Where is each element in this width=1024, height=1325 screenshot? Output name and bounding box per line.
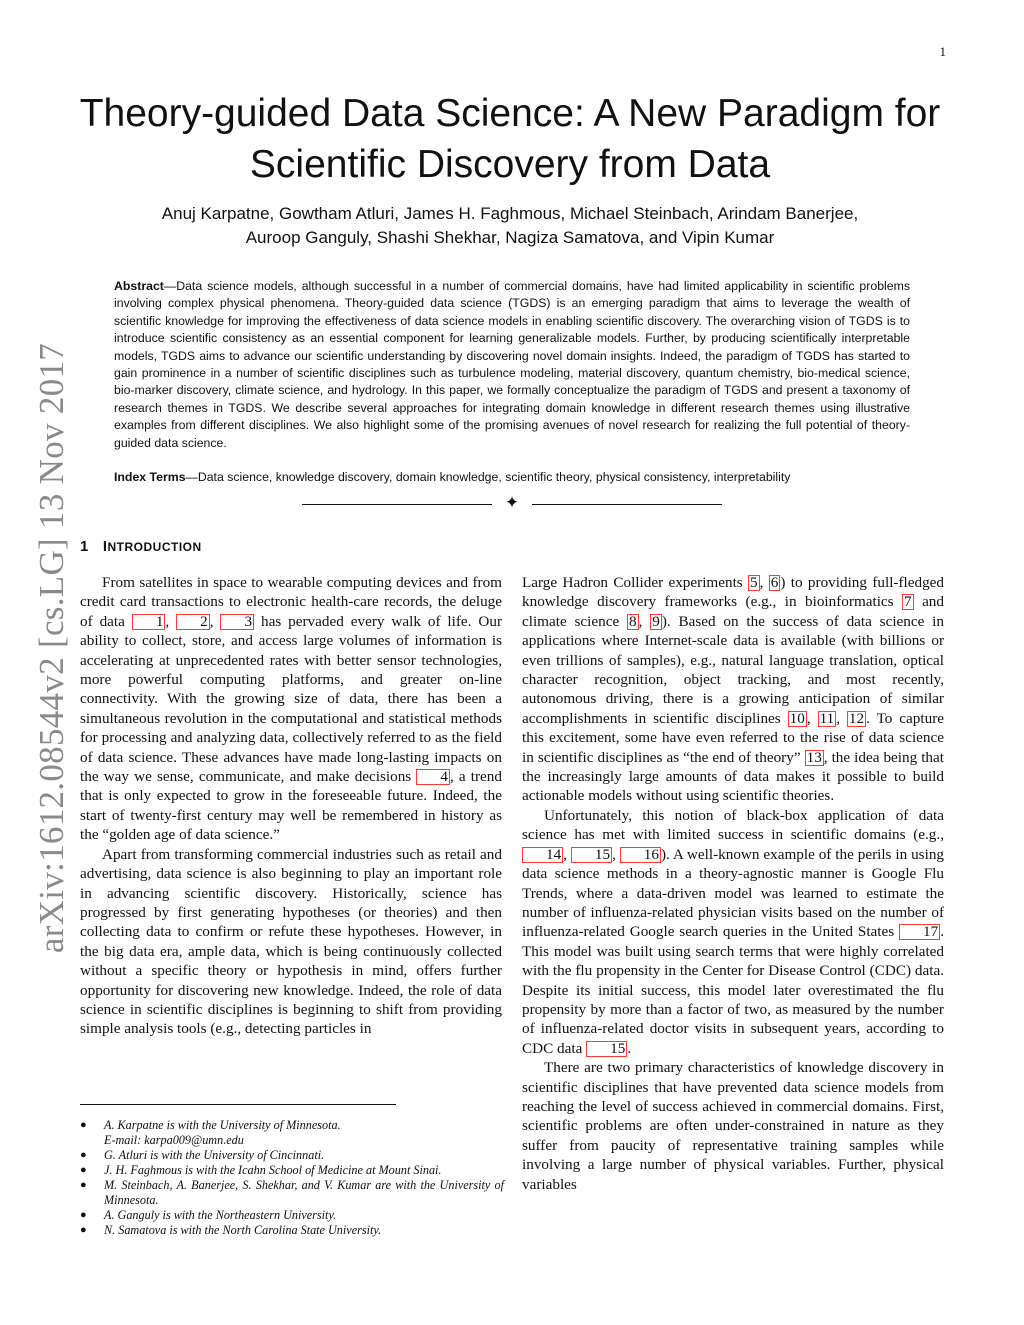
footnote-text: J. H. Faghmous is with the Icahn School of Medicine at Mount Sinai.	[104, 1163, 442, 1177]
footnote-email[interactable]: E-mail: karpa009@umn.edu	[104, 1133, 244, 1147]
index-terms	[114, 469, 910, 486]
citation-link[interactable]: 16	[620, 847, 661, 863]
index-terms-text: —Data science, knowledge discovery, domain knowledge, scientific theory, physical consistency, interpretability	[185, 470, 791, 484]
text-run: . To capture this excitement, some have even referred to the rise of data science in scientific disciplines as “the end of theory”	[522, 709, 944, 766]
body-column-right	[522, 573, 944, 1194]
body-column-left	[80, 573, 502, 1039]
citation-link[interactable]: 14	[522, 847, 563, 863]
bullet-icon: ●	[80, 1164, 87, 1176]
paragraph: There are two primary characteristics of knowledge discovery in scientific disciplines that have prevented data science models from reaching the level of success achieved in commercial domains. First, scientific problems are often under-constrained in nature as they suffer from paucity of representative training samples while involving a large number of physical variables. Further, physical variables	[522, 1059, 944, 1193]
text-run: Large Hadron Collider experiments	[522, 574, 749, 591]
bullet-icon: ●	[80, 1149, 87, 1161]
author-line-1: Anuj Karpatne, Gowtham Atluri, James H. Faghmous, Michael Steinbach, Arindam Banerjee,	[161, 204, 859, 223]
citation-link[interactable]: 8	[629, 612, 637, 630]
citation-link[interactable]: 10	[789, 709, 805, 727]
text-run: and climate science	[522, 593, 944, 630]
text-run: ,	[759, 574, 769, 591]
text-run: ) to providing full-fledged knowledge discovery frameworks (e.g., in bioinformatics	[522, 574, 945, 611]
bullet-icon: ●	[80, 1209, 87, 1221]
text-run: .	[627, 1039, 632, 1057]
citation-link[interactable]: 15	[586, 1041, 627, 1057]
abstract-text: —Data science models, although successful in a number of commercial domains, have had limited applicability in scientific problems involving complex physical phenomena. Theory-guided data science (TGDS) is an emerging paradigm that aims to leverage the wealth of scientific knowledge for improving the effectiveness of data science models in enabling scientific discovery. The overarching vision of TGDS is to introduce scientific consistency as an essential component for learning generalizable models. Further, by producing scientifically interpretable models, TGDS aims to advance our scientific understanding by discovering novel domain insights. Indeed, the paradigm of TGDS has started to gain prominence in a number of scientific disciplines such as turbulence modeling, material discovery, quantum chemistry, bio-medical science, bio-marker discovery, climate science, and hydrology. In this paper, we formally conceptualize the paradigm of TGDS and present a taxonomy of research themes in TGDS. We describe several approaches for integrating domain knowledge in different research themes using illustrative examples from different disciplines. We also highlight some of the promising avenues of novel research for realizing the full potential of theory-guided data science.	[114, 279, 910, 450]
text-run: From satellites in space to wearable computing devices and from credit card transactions to electronic health-care records, the deluge of data	[80, 574, 502, 630]
paragraph: Apart from transforming commercial industries such as retail and advertising, data science is also beginning to play an important role in advancing scientific discovery. Historically, science has progressed by first generating hypotheses (or theories) and then collecting data to confirm or refute these hypotheses. However, in the big data era, ample data, which is being continuously collected without a specific theory or hypothesis in mind, offers further opportunity for discovering new knowledge. Indeed, the role of data science in scientific disciplines is beginning to shift from providing simple analysis tools (e.g., detecting particles in	[80, 845, 502, 1038]
text-run: ,	[612, 845, 620, 863]
section-number: 1	[80, 538, 89, 555]
footnote-item	[80, 1148, 504, 1163]
footnote-item	[80, 1178, 504, 1208]
paragraph	[522, 573, 944, 806]
citation-link[interactable]: 13	[806, 748, 822, 766]
text-run: . This model was built using search terms that were highly correlated with the flu propensity in the Center for Disease Control (CDC) data. Despite its initial success, this model later overestimated the flu propensity by more than a factor of two, as measured by the number of influenza-related doctor visits in subsequent years, according to CDC data	[522, 923, 944, 1057]
paper-title: Theory-guided Data Science: A New Paradigm for Scientific Discovery from Data	[79, 92, 941, 186]
separator-diamond-icon: ✦	[504, 493, 520, 512]
text-run: ,	[209, 612, 221, 630]
citation-link[interactable]: 11	[819, 709, 835, 727]
text-run: ,	[165, 612, 177, 630]
author-affiliation-footnotes	[80, 1118, 504, 1238]
paragraph	[522, 806, 944, 1058]
abstract	[114, 278, 910, 452]
footnote-item	[80, 1163, 504, 1178]
arxiv-identifier-stamp[interactable]: arXiv:1612.08544v2 [cs.LG] 13 Nov 2017	[32, 342, 71, 954]
citation-link[interactable]: 6	[770, 574, 779, 591]
section-title: INTRODUCTION	[102, 538, 202, 555]
citation-link[interactable]: 15	[571, 847, 612, 863]
footnote-item	[80, 1223, 504, 1238]
paragraph	[80, 573, 502, 845]
footnote-item	[80, 1208, 504, 1223]
citation-link[interactable]: 7	[904, 593, 912, 611]
citation-link[interactable]: 12	[848, 709, 865, 727]
footnote-text: G. Atluri is with the University of Cincinnati.	[104, 1148, 325, 1162]
page-number: 1	[939, 44, 946, 59]
text-run: Unfortunately, this notion of black-box application of data science has met with limited success in scientific domains (e.g.,	[522, 806, 944, 844]
citation-link[interactable]: 9	[652, 612, 660, 630]
citation-link[interactable]: 5	[750, 574, 758, 591]
footnote-text: A. Ganguly is with the Northeastern University.	[104, 1208, 337, 1222]
text-run: ). A well-known example of the perils in using data science methods in a theory-agnostic manner is Google Flu Trends, where a data-driven model was learned to estimate the number of influenza-related physician visits based on the number of influenza-related Google search queries in the United States	[522, 845, 945, 941]
footnote-text: N. Samatova is with the North Carolina State University.	[104, 1223, 382, 1237]
author-line-2: Auroop Ganguly, Shashi Shekhar, Nagiza Samatova, and Vipin Kumar	[245, 228, 775, 247]
text-run: ). Based on the success of data science in applications where Internet-scale data is available (with billions or even trillions of samples), e.g., natural language translation, optical character recognition, object tracking, and most recently, autonomous driving, there is a growing anticipation of similar accomplishments in scientific disciplines	[522, 612, 944, 727]
text-run: ,	[563, 845, 571, 863]
bullet-icon: ●	[80, 1119, 87, 1131]
separator-rule-right	[532, 504, 722, 505]
author-list	[60, 202, 960, 250]
section-separator	[302, 493, 722, 514]
index-terms-label: Index Terms	[114, 470, 186, 484]
text-run: , the idea being that the increasingly large amounts of data makes it possible to build actionable models without using scientific theories.	[522, 748, 944, 805]
citation-link[interactable]: 2	[176, 614, 210, 630]
text-run: has pervaded every walk of life. Our ability to collect, store, and access large volumes of information is accelerating at unprecedented rates with better sensor technologies, more powerful computing platforms, and greater on-line connectivity. With the growing size of data, there has been a simultaneous revolution in the computational and statistical methods for processing and analyzing data, collectively referred to as the field of data science. These advances have made long-lasting impacts on the way we sense, communicate, and make decisions	[80, 612, 503, 786]
text-run: ,	[836, 709, 847, 727]
footnote-text: A. Karpatne is with the University of Minnesota.	[104, 1118, 341, 1132]
text-run: ,	[638, 612, 651, 630]
citation-link[interactable]: 4	[416, 769, 450, 785]
footnote-rule	[80, 1104, 396, 1105]
text-run: , a trend that is only expected to grow in the foreseeable future. Indeed, the start of twenty-first century may well be remembered in history as the “golden age of data science.”	[80, 768, 502, 844]
citation-link[interactable]: 1	[132, 614, 166, 630]
bullet-icon: ●	[80, 1224, 87, 1236]
footnote-text: M. Steinbach, A. Banerjee, S. Shekhar, and V. Kumar are with the University of Minnesota.	[104, 1178, 504, 1207]
section-heading	[80, 538, 202, 555]
footnote-item	[80, 1118, 504, 1148]
bullet-icon: ●	[80, 1179, 87, 1191]
abstract-label: Abstract	[114, 279, 164, 293]
text-run: ,	[806, 709, 818, 727]
citation-link[interactable]: 17	[899, 924, 940, 940]
citation-link[interactable]: 3	[220, 614, 254, 630]
